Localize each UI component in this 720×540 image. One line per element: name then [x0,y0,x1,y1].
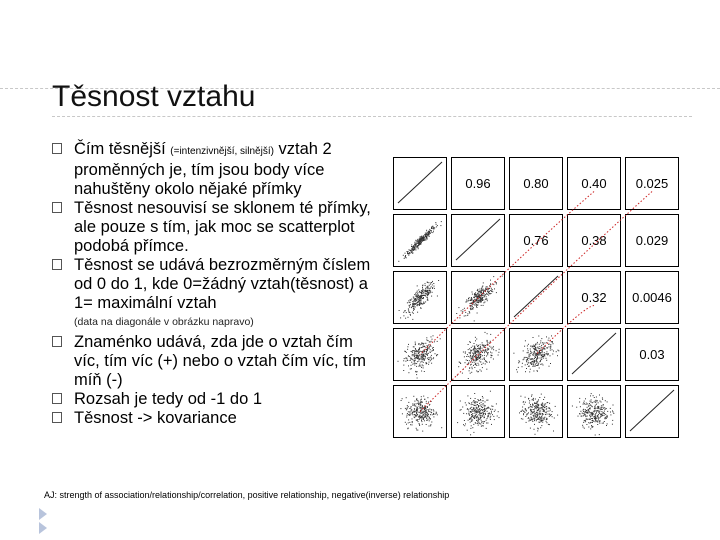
bullet-small-text: (=intenzivnější, silnější) [170,146,274,157]
decorative-arrows-icon [37,506,51,536]
bullet-item [52,333,382,390]
bullet-item [52,409,382,428]
correlation-value: 0.96 [465,176,491,191]
bullet-text: Znaménko udává, zda jde o vztah čím víc, tím víc (+) nebo o vztah čím víc, tím míň (-) [74,333,367,389]
correlation-value: 0.40 [581,176,607,191]
connector-overlay [393,157,679,438]
correlation-value: 0.32 [581,290,607,305]
connector-line [420,192,594,355]
checkbox-bullet-icon [52,412,62,423]
correlation-value: 0.80 [523,176,549,191]
checkbox-bullet-icon [52,259,62,270]
bullet-text: Čím těsnější [74,140,171,158]
bullet-text: Těsnost nesouvisí se sklonem té přímky, ale pouze s tím, jak moc se scatterplot podobá přímce. [74,199,371,255]
correlation-value: 0.76 [523,233,549,248]
correlation-value: 0.029 [635,233,669,248]
bullet-text: Těsnost -> kovariance [74,409,237,427]
correlation-value: 0.0046 [632,290,672,305]
title-divider [52,116,692,117]
bullet-item [52,140,382,199]
bullet-text: Rozsah je tedy od -1 do 1 [74,390,263,408]
checkbox-bullet-icon [52,202,62,213]
bullet-text: Těsnost se udává bezrozměrným číslem od 0 do 1, kde 0=žádný vztah(těsnost) a 1= maximální vztah [74,256,371,312]
checkbox-bullet-icon [52,393,62,404]
checkbox-bullet-icon [52,336,62,347]
bullet-item [52,199,382,256]
slide-title: Těsnost vztahu [52,80,256,113]
correlation-value: 0.03 [639,347,665,362]
bullet-item [52,256,382,313]
correlation-value: 0.38 [581,233,607,248]
correlation-value: 0.025 [635,176,669,191]
connector-line [536,306,594,355]
aj-note: AJ: strength of association/relationship/correlation, positive relationship, negative(inverse) relationship [44,490,450,500]
bullet-item [52,390,382,409]
connector-line [420,192,652,412]
checkbox-bullet-icon [52,143,62,154]
bullet-text-rest: vztah 2 proměnných je, tím jsou body více nahuštěny okolo nějaké přímky [74,140,332,198]
diagonal-note: (data na diagonále v obrázku napravo) [74,316,254,328]
bullet-list [52,140,382,428]
